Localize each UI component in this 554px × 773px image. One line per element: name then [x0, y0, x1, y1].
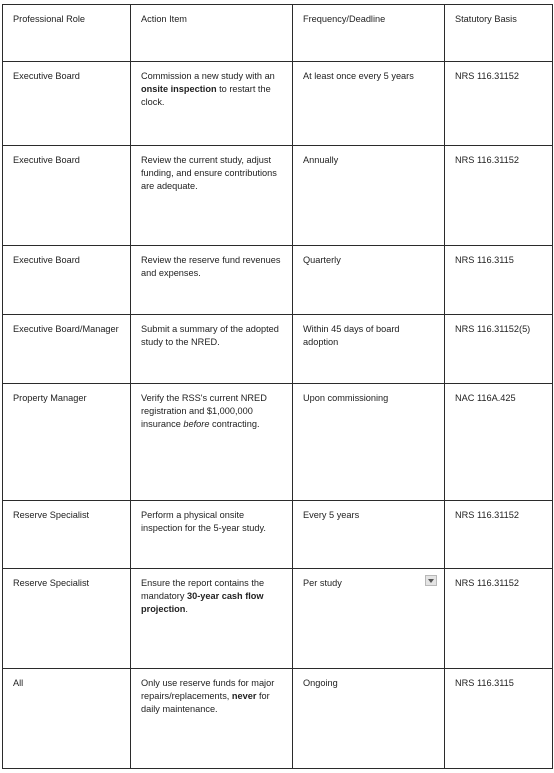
cell-frequency-deadline: [293, 62, 445, 146]
cell-statutory-basis: NRS 116.31152: [445, 146, 553, 246]
text-segment: Review the reserve fund revenues and expenses.: [141, 255, 281, 278]
italic-text: before: [183, 419, 210, 429]
cell-statutory-basis: NRS 116.3115: [445, 669, 553, 769]
text-segment: .: [185, 604, 188, 614]
cell-statutory-basis: NRS 116.31152: [445, 569, 553, 669]
frequency-text: Quarterly: [303, 255, 341, 265]
statutory-duties-table: [2, 4, 553, 769]
text-segment: Submit a summary of the adopted study to the NRED.: [141, 324, 279, 347]
frequency-text: Annually: [303, 155, 339, 165]
frequency-text: Every 5 years: [303, 510, 360, 520]
column-header-frequency-deadline: Frequency/Deadline: [293, 5, 445, 62]
cell-action-item: [131, 669, 293, 769]
cell-frequency-deadline: [293, 246, 445, 315]
cell-statutory-basis: NRS 116.31152: [445, 501, 553, 569]
column-header-statutory-basis: Statutory Basis: [445, 5, 553, 62]
cell-action-item: [131, 246, 293, 315]
text-segment: for daily maintenance.: [141, 691, 270, 714]
text-segment: Perform a physical onsite inspection for the 5-year study.: [141, 510, 266, 533]
cell-professional-role: Property Manager: [3, 384, 131, 501]
table-row: [3, 62, 553, 146]
table-header-row: [3, 5, 553, 62]
text-segment: Commission a new study with an: [141, 71, 275, 81]
cell-frequency-deadline: [293, 146, 445, 246]
frequency-text: Ongoing: [303, 678, 338, 688]
text-segment: Ensure the report contains the mandatory: [141, 578, 265, 601]
cell-professional-role: Reserve Specialist: [3, 569, 131, 669]
cell-professional-role: Executive Board: [3, 146, 131, 246]
cell-statutory-basis: NRS 116.3115: [445, 246, 553, 315]
cell-statutory-basis: NAC 116A.425: [445, 384, 553, 501]
cell-action-item: [131, 315, 293, 384]
cell-action-item: [131, 501, 293, 569]
cell-action-item: [131, 62, 293, 146]
cell-professional-role: Executive Board: [3, 246, 131, 315]
cell-frequency-deadline: [293, 501, 445, 569]
bold-text: never: [231, 691, 257, 701]
table-row: [3, 569, 553, 669]
cell-professional-role: All: [3, 669, 131, 769]
cell-frequency-deadline: [293, 315, 445, 384]
text-segment: Review the current study, adjust funding, and ensure contributions are adequate.: [141, 155, 277, 191]
table-row: [3, 669, 553, 769]
cell-action-item: [131, 146, 293, 246]
column-header-action-item: Action Item: [131, 5, 293, 62]
table-row: [3, 384, 553, 501]
cell-statutory-basis: NRS 116.31152(5): [445, 315, 553, 384]
table-row: [3, 315, 553, 384]
table-row: [3, 146, 553, 246]
cell-action-item: [131, 384, 293, 501]
frequency-text: Upon commissioning: [303, 393, 389, 403]
cell-statutory-basis: NRS 116.31152: [445, 62, 553, 146]
text-segment: to restart the clock.: [141, 84, 271, 107]
cell-frequency-deadline: [293, 569, 445, 669]
table-row: [3, 246, 553, 315]
text-segment: Only use reserve funds for major repairs/replacements,: [141, 678, 275, 701]
frequency-text: At least once every 5 years: [303, 71, 414, 81]
cell-professional-role: Executive Board/Manager: [3, 315, 131, 384]
cell-frequency-deadline: [293, 384, 445, 501]
text-segment: contracting.: [209, 419, 260, 429]
chevron-down-icon[interactable]: [425, 575, 437, 586]
text-segment: Verify the RSS's current NRED registration and $1,000,000 insurance: [141, 393, 267, 429]
frequency-text: Within 45 days of board adoption: [303, 324, 400, 347]
cell-action-item: [131, 569, 293, 669]
cell-professional-role: Reserve Specialist: [3, 501, 131, 569]
frequency-text: Per study: [303, 578, 342, 588]
bold-text: 30-year cash flow projection: [141, 591, 264, 614]
bold-text: onsite inspection: [141, 84, 217, 94]
cell-professional-role: Executive Board: [3, 62, 131, 146]
table-row: [3, 501, 553, 569]
column-header-professional-role: Professional Role: [3, 5, 131, 62]
cell-frequency-deadline: [293, 669, 445, 769]
